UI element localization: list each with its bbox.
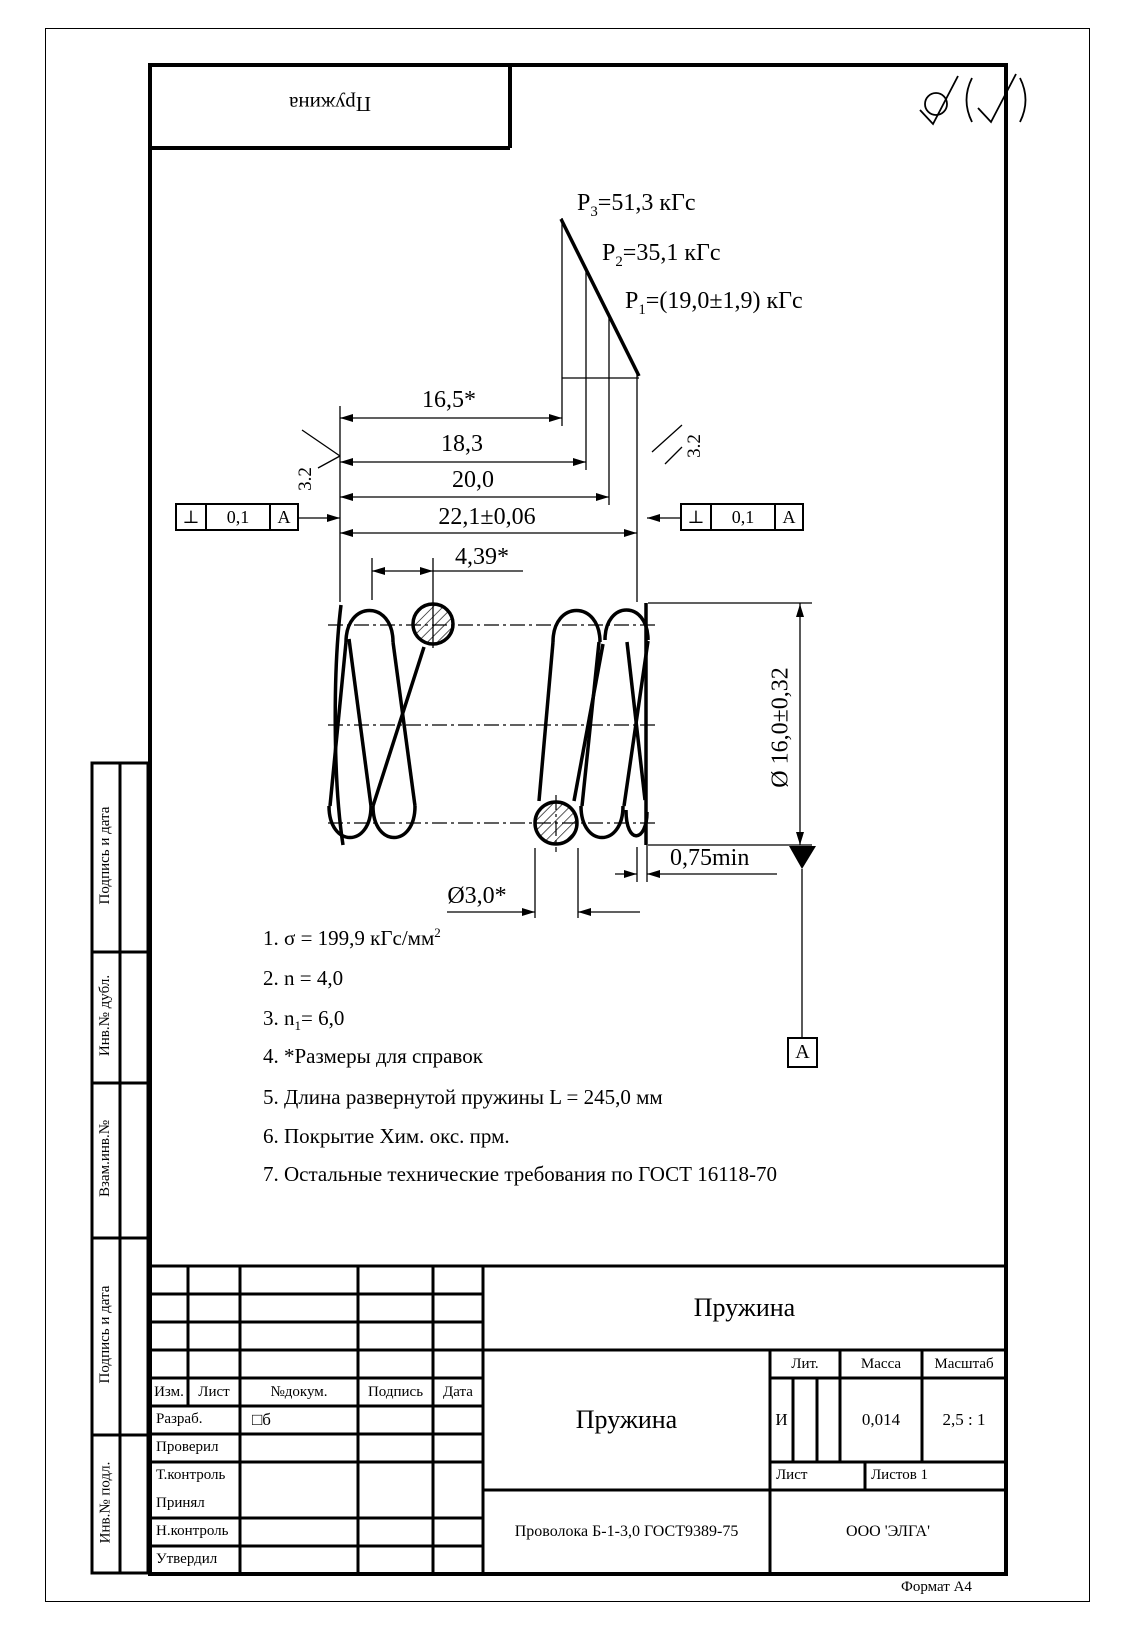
tb-role-razrab: Разраб. [156,1411,203,1427]
tb-doc-title: Пружина [575,1405,678,1434]
dim-0-75min: 0,75min [670,845,750,871]
tb-header-date: Дата [443,1383,473,1400]
tb-role-nkontrol: Н.контроль [156,1523,229,1539]
force-label-p2: $P_2=35,1$ кГс [602,240,721,270]
dim-20-0: 20,0 [452,467,494,493]
tb-role-prinyal: Принял [156,1495,205,1511]
tolerance-value: 0,1 [710,505,774,529]
datum-triangle-icon [789,846,816,869]
dim-16-5: 16,5* [422,387,476,413]
margin-label-sign-date-2: Подпись и дата [97,1285,113,1384]
note-6: 6. Покрытие Хим. окс. прм. [263,1124,510,1148]
note-5: 5. Длина развернутой пружины L = 245,0 мм [263,1085,663,1109]
note-3: 3. $n_1= 6,0$ [263,1006,345,1034]
format-label: Формат А4 [901,1579,972,1595]
tb-company: ООО 'ЭЛГА' [846,1523,930,1540]
tb-material: Проволока Б-1-3,0 ГОСТ9389-75 [514,1523,739,1540]
roughness-left-value: 3.2 [295,467,316,491]
margin-label-sign-date-1: Подпись и дата [97,806,113,905]
force-label-p3: $P_3=51,3$ кГс [577,190,696,220]
tolerance-value: 0,1 [205,505,269,529]
tb-role-tkontrol: Т.контроль [156,1467,226,1483]
perpendicularity-icon: ⊥ [182,506,200,527]
tb-mass-header: Масса [860,1355,902,1372]
tb-header-doc: №докум. [270,1383,328,1400]
note-2: 2. n = 4,0 [263,966,344,990]
tb-doc-title-top: Пружина [693,1293,796,1322]
margin-label-vzam-inv: Взам.инв.№ [97,1119,113,1198]
tb-lit-header: Лит. [791,1355,819,1372]
tolerance-frame-left [175,503,299,531]
force-diagram [561,218,639,602]
wire-section-bottom [535,802,577,844]
dim-18-3: 18,3 [441,431,483,457]
margin-label-inv-podl: Инв.№ подл. [97,1461,114,1544]
wire-section-top [413,604,453,644]
centerlines [328,625,657,852]
tb-scale-header: Масштаб [934,1355,994,1372]
tb-header-sign: Подпись [367,1383,424,1400]
dim-wire-dia: Ø3,0* [447,883,507,909]
tb-lit-value: И [775,1410,788,1429]
tolerance-frame-right [680,503,804,531]
note-4: 4. *Размеры для справок [263,1044,483,1068]
tb-sheets-label: Листов 1 [871,1467,929,1483]
tb-role-proveril: Проверил [156,1439,219,1455]
tb-header-list: Лист [198,1383,230,1400]
note-1: 1. σ = 199,9 кГс/$мм^2$ [263,925,441,950]
roughness-icon [920,74,1026,124]
tb-mass-value: 0,014 [861,1410,901,1429]
force-label-p1: $P_1=(19,0\pm 1,9)$ кГс [625,288,803,318]
note-7: 7. Остальные технические требования по ГОСТ 16118-70 [263,1162,777,1186]
tb-sheet-label: Лист [776,1467,808,1483]
perpendicularity-icon: ⊥ [687,506,705,527]
tb-scale-value: 2,5 : 1 [942,1410,986,1429]
tb-razrab-doc: □б [252,1410,271,1429]
spring-view [329,603,648,845]
dim-outer-dia: Ø 16,0±0,32 [767,667,794,788]
top-stamp-label: Пружина [289,92,371,116]
dim-22-1: 22,1±0,06 [438,504,536,530]
tb-role-utverdil: Утвердил [156,1551,218,1567]
datum-a-box: А [787,1037,818,1068]
margin-label-inv-dubl: Инв.№ дубл. [97,974,113,1057]
dim-4-39: 4,39* [455,544,509,570]
tolerance-datum: А [774,505,802,529]
roughness-right-value: 3.2 [684,434,705,458]
tolerance-datum: А [269,505,297,529]
tb-header-izm: Изм. [154,1383,184,1400]
